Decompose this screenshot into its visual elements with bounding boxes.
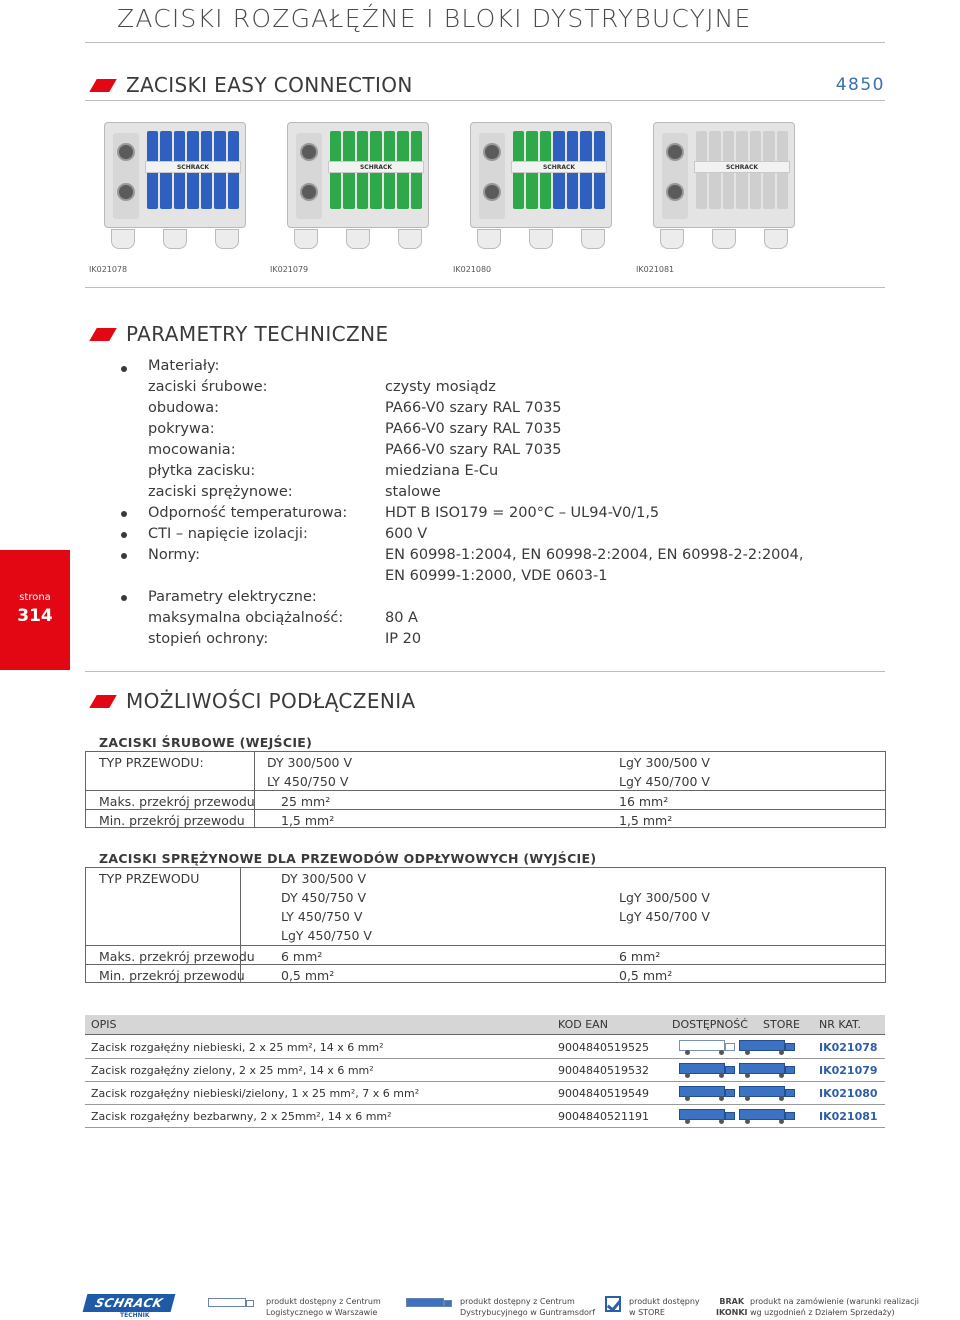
cell: LY 450/750 V: [281, 909, 363, 924]
param-label: Normy:: [148, 547, 200, 563]
cell: Maks. przekrój przewodu: [99, 949, 255, 964]
param-value: 80 A: [385, 610, 418, 626]
table-divider: [85, 1058, 885, 1059]
legend-warsaw: produkt dostępny z Centrum Logistycznego w Warszawie: [266, 1297, 381, 1317]
checkmark-icon: [605, 1296, 621, 1312]
param-label: Materiały:: [148, 358, 220, 374]
cell: 0,5 mm²: [619, 968, 673, 983]
spring-terminal-table: [85, 867, 886, 983]
table-divider: [85, 790, 886, 791]
cell: 1,5 mm²: [281, 813, 335, 828]
bullet-icon: [121, 366, 127, 372]
table-divider: [85, 1127, 885, 1128]
param-value: PA66-V0 szary RAL 7035: [385, 442, 562, 458]
table-heading: ZACISKI ŚRUBOWE (WEJŚCIE): [99, 735, 313, 750]
cell: TYP PRZEWODU: [99, 871, 200, 886]
section-marker-icon: [89, 79, 117, 92]
param-value: PA66-V0 szary RAL 7035: [385, 421, 562, 437]
param-value: 600 V: [385, 526, 428, 542]
param-label: Parametry elektryczne:: [148, 589, 317, 605]
header-opis: OPIS: [91, 1018, 117, 1031]
cell: 1,5 mm²: [619, 813, 673, 828]
param-label: mocowania:: [148, 442, 236, 458]
section-marker-icon: [89, 328, 117, 341]
table-divider: [240, 867, 241, 983]
cell: 25 mm²: [281, 794, 331, 809]
cell: DY 300/500 V: [267, 755, 353, 770]
brand-label: SCHRACK: [511, 161, 607, 173]
param-value: stalowe: [385, 484, 441, 500]
param-label: maksymalna obciążalność:: [148, 610, 344, 626]
cell: Min. przekrój przewodu: [99, 813, 245, 828]
product-description: Zacisk rozgałęźny zielony, 2 x 25 mm², 14 x 6 mm²: [91, 1064, 374, 1077]
cell: 16 mm²: [619, 794, 669, 809]
section-title: PARAMETRY TECHNICZNE: [126, 322, 389, 346]
section-heading-podlaczenia: [93, 689, 416, 713]
terminal-block-image: [287, 122, 429, 228]
cell: LgY 450/700 V: [619, 909, 710, 924]
legend-store: produkt dostępny w STORE: [629, 1297, 700, 1317]
product-description: Zacisk rozgałęźny bezbarwny, 2 x 25mm², 14 x 6 mm²: [91, 1110, 392, 1123]
section-divider: [85, 671, 885, 672]
bullet-icon: [121, 532, 127, 538]
page-number: 314: [17, 606, 53, 626]
product-photos: [90, 110, 870, 260]
section-title: ZACISKI EASY CONNECTION: [126, 73, 413, 97]
table-divider: [254, 751, 255, 828]
cell: DY 450/750 V: [281, 890, 367, 905]
param-label: zaciski śrubowe:: [148, 379, 268, 395]
section-divider: [85, 100, 885, 101]
schrack-logo-sub: TECHNIK: [120, 1312, 150, 1319]
header-divider: [85, 42, 885, 43]
cell: LgY 300/500 V: [619, 755, 710, 770]
param-value: IP 20: [385, 631, 422, 647]
cell: Min. przekrój przewodu: [99, 968, 245, 983]
table-divider: [85, 809, 886, 810]
page-word: strona: [19, 592, 51, 603]
cell: LgY 450/750 V: [281, 928, 372, 943]
section-divider: [85, 287, 885, 288]
bullet-icon: [121, 511, 127, 517]
param-value: EN 60999-1:2000, VDE 0603-1: [385, 568, 608, 584]
photo-label: IK021080: [453, 265, 492, 274]
param-value: czysty mosiądz: [385, 379, 496, 395]
table-divider: [85, 964, 886, 965]
product-code-link[interactable]: IK021078: [819, 1041, 878, 1054]
cell: LY 450/750 V: [267, 774, 349, 789]
catalog-number: 4850: [835, 75, 885, 95]
truck-icon: [406, 1298, 454, 1310]
brand-label: SCHRACK: [328, 161, 424, 173]
product-ean: 9004840519549: [558, 1087, 649, 1100]
cell: LgY 300/500 V: [619, 890, 710, 905]
legend-guntramsdorf: produkt dostępny z Centrum Dystrybucyjnego w Guntramsdorf: [460, 1297, 596, 1317]
cell: DY 300/500 V: [281, 871, 367, 886]
cell: 0,5 mm²: [281, 968, 335, 983]
brand-label: SCHRACK: [145, 161, 241, 173]
table-divider: [85, 1034, 885, 1035]
param-label: obudowa:: [148, 400, 219, 416]
section-title: MOŻLIWOŚCI PODŁĄCZENIA: [126, 689, 416, 713]
param-label: płytka zacisku:: [148, 463, 256, 479]
photo-label: IK021079: [270, 265, 309, 274]
header-nr-kat: NR KAT.: [819, 1018, 861, 1031]
product-ean: 9004840521191: [558, 1110, 649, 1123]
bullet-icon: [121, 553, 127, 559]
product-description: Zacisk rozgałęźny niebieski, 2 x 25 mm², 14 x 6 mm²: [91, 1041, 384, 1054]
terminal-block-image: [104, 122, 246, 228]
legend-no-icon: BRAK IKONKI: [716, 1297, 748, 1317]
section-heading-easy-connection: [93, 73, 413, 97]
photo-label: IK021078: [89, 265, 128, 274]
schrack-logo: SCHRACK: [83, 1294, 176, 1312]
product-ean: 9004840519525: [558, 1041, 649, 1054]
param-label: Odporność temperaturowa:: [148, 505, 348, 521]
table-divider: [85, 1081, 885, 1082]
page-number-tab: [0, 550, 70, 670]
section-marker-icon: [89, 695, 117, 708]
brand-label: SCHRACK: [694, 161, 790, 173]
product-code-link[interactable]: IK021081: [819, 1110, 878, 1123]
bullet-icon: [121, 595, 127, 601]
header-availability: DOSTĘPNOŚĆ: [672, 1018, 748, 1031]
product-ean: 9004840519532: [558, 1064, 649, 1077]
param-label: stopień ochrony:: [148, 631, 269, 647]
cell: Maks. przekrój przewodu: [99, 794, 255, 809]
cell: TYP PRZEWODU:: [99, 755, 204, 770]
legend-on-order: produkt na zamówienie (warunki realizacji wg uzgodnień z Działem Sprzedaży): [750, 1297, 920, 1317]
cell: 6 mm²: [281, 949, 323, 964]
table-divider: [85, 945, 886, 946]
product-code-link[interactable]: IK021080: [819, 1087, 878, 1100]
param-label: CTI – napięcie izolacji:: [148, 526, 308, 542]
photo-label: IK021081: [636, 265, 675, 274]
terminal-block-image: [653, 122, 795, 228]
section-heading-parametry: [93, 322, 389, 346]
truck-icon: [208, 1298, 256, 1310]
header-store: STORE: [763, 1018, 800, 1031]
param-label: pokrywa:: [148, 421, 215, 437]
cell: 6 mm²: [619, 949, 661, 964]
param-value: PA66-V0 szary RAL 7035: [385, 400, 562, 416]
table-divider: [85, 1104, 885, 1105]
param-label: zaciski sprężynowe:: [148, 484, 293, 500]
page-title: ZACISKI ROZGAŁĘŹNE I BLOKI DYSTRYBUCYJNE: [117, 4, 752, 33]
terminal-block-image: [470, 122, 612, 228]
param-value: HDT B ISO179 = 200°C – UL94-V0/1,5: [385, 505, 660, 521]
param-value: miedziana E-Cu: [385, 463, 499, 479]
param-value: EN 60998-1:2004, EN 60998-2:2004, EN 60998-2-2:2004,: [385, 547, 804, 563]
header-ean: KOD EAN: [558, 1018, 608, 1031]
table-heading: ZACISKI SPRĘŻYNOWE DLA PRZEWODÓW ODPŁYWOWYCH (WYJŚCIE): [99, 851, 597, 866]
cell: LgY 450/700 V: [619, 774, 710, 789]
product-code-link[interactable]: IK021079: [819, 1064, 878, 1077]
product-description: Zacisk rozgałęźny niebieski/zielony, 1 x 25 mm², 7 x 6 mm²: [91, 1087, 420, 1100]
